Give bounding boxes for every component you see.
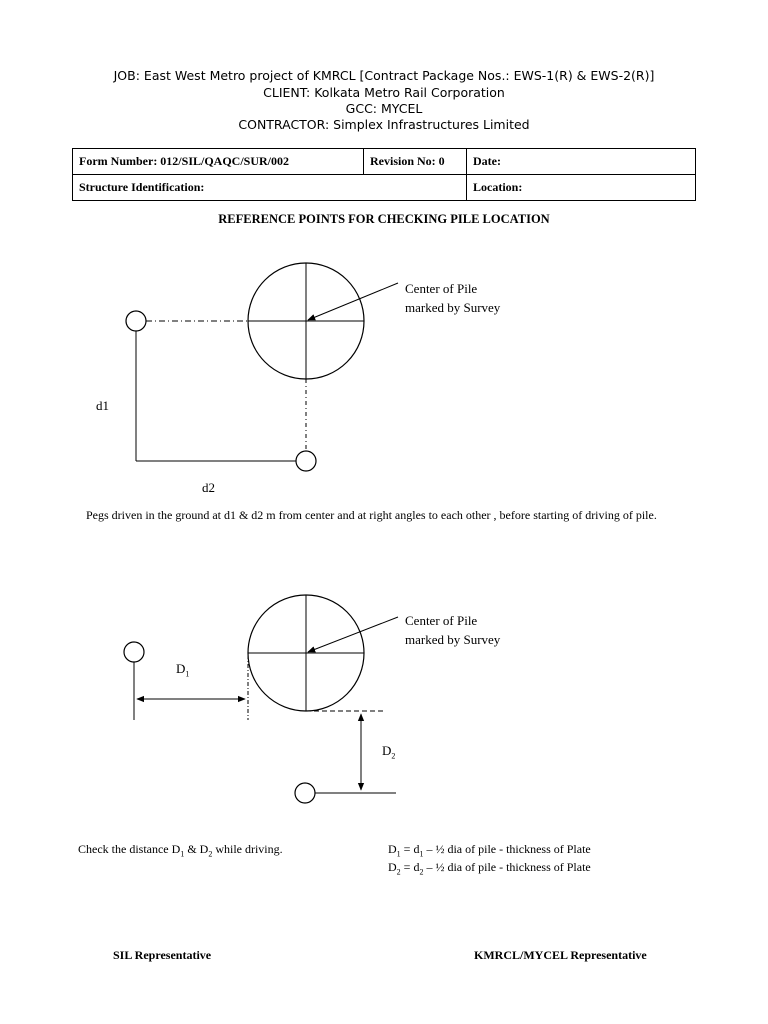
diagram-1-caption: Pegs driven in the ground at d1 & d2 m from center and at right angles to each other , before starting of driving of pile. xyxy=(86,508,657,522)
form-number-cell: Form Number: 012/SIL/QAQC/SUR/002 xyxy=(73,149,364,175)
formula-D2 xyxy=(388,858,591,881)
formula-1-c: – ½ dia of pile - thickness of Plate xyxy=(423,842,591,856)
formula-2-c: – ½ dia of pile - thickness of Plate xyxy=(423,860,591,874)
D2-label xyxy=(382,741,395,766)
kmrcl-mycel-representative-signature: KMRCL/MYCEL Representative xyxy=(474,948,647,962)
callout-text-line1: Center of Pile xyxy=(405,281,478,296)
callout-text-line1: Center of Pile xyxy=(405,613,478,628)
check-distance-text xyxy=(78,840,283,863)
formula-2-sub2: 2 xyxy=(419,867,424,877)
location-cell: Location: xyxy=(467,175,696,201)
callout-arrow xyxy=(308,617,398,652)
d2-label: d2 xyxy=(202,480,215,495)
check-sub-2: 2 xyxy=(208,849,213,859)
D1-subscript: 1 xyxy=(185,669,190,679)
peg-circle-left xyxy=(124,642,144,662)
callout-text-line2: marked by Survey xyxy=(405,300,501,315)
formula-2-b: = d xyxy=(400,860,420,874)
formula-2-sub: 2 xyxy=(396,867,401,877)
diagram-1 xyxy=(126,263,398,471)
check-text-b: & D xyxy=(184,842,209,856)
peg-circle-bottom xyxy=(295,783,315,803)
peg-circle-bottom xyxy=(296,451,316,471)
callout-text-line2: marked by Survey xyxy=(405,632,501,647)
revision-cell: Revision No: 0 xyxy=(364,149,467,175)
diagram-2 xyxy=(124,595,398,803)
formula-1-sub: 1 xyxy=(396,849,401,859)
D1-label xyxy=(176,659,189,684)
d1-label: d1 xyxy=(96,398,109,413)
D2-letter: D xyxy=(382,743,392,758)
contractor-value: Simplex Infrastructures Limited xyxy=(333,117,530,132)
client-value: Kolkata Metro Rail Corporation xyxy=(314,85,505,100)
check-text-c: while driving. xyxy=(212,842,283,856)
formula-2-a: D xyxy=(388,860,397,874)
formula-1-sub2: 1 xyxy=(419,849,424,859)
job-value: East West Metro project of KMRCL [Contract Package Nos.: EWS-1(R) & EWS-2(R)] xyxy=(143,68,655,83)
contractor-label: CONTRACTOR: xyxy=(238,117,330,132)
D1-letter: D xyxy=(176,661,186,676)
callout-arrow xyxy=(308,283,398,320)
date-cell: Date: xyxy=(467,149,696,175)
check-text-a: Check the distance D xyxy=(78,842,181,856)
peg-circle-left xyxy=(126,311,146,331)
page-title: REFERENCE POINTS FOR CHECKING PILE LOCATION xyxy=(218,212,550,226)
D2-subscript: 2 xyxy=(391,751,396,761)
client-label: CLIENT: xyxy=(263,85,311,100)
job-label: JOB: xyxy=(113,68,140,83)
gcc-value: MYCEL xyxy=(381,101,423,116)
check-sub-1: 1 xyxy=(180,849,185,859)
gcc-label: GCC: xyxy=(345,101,378,116)
sil-representative-signature: SIL Representative xyxy=(113,948,212,962)
structure-identification-cell: Structure Identification: xyxy=(73,175,467,201)
formula-1-a: D xyxy=(388,842,397,856)
formula-1-b: = d xyxy=(400,842,420,856)
